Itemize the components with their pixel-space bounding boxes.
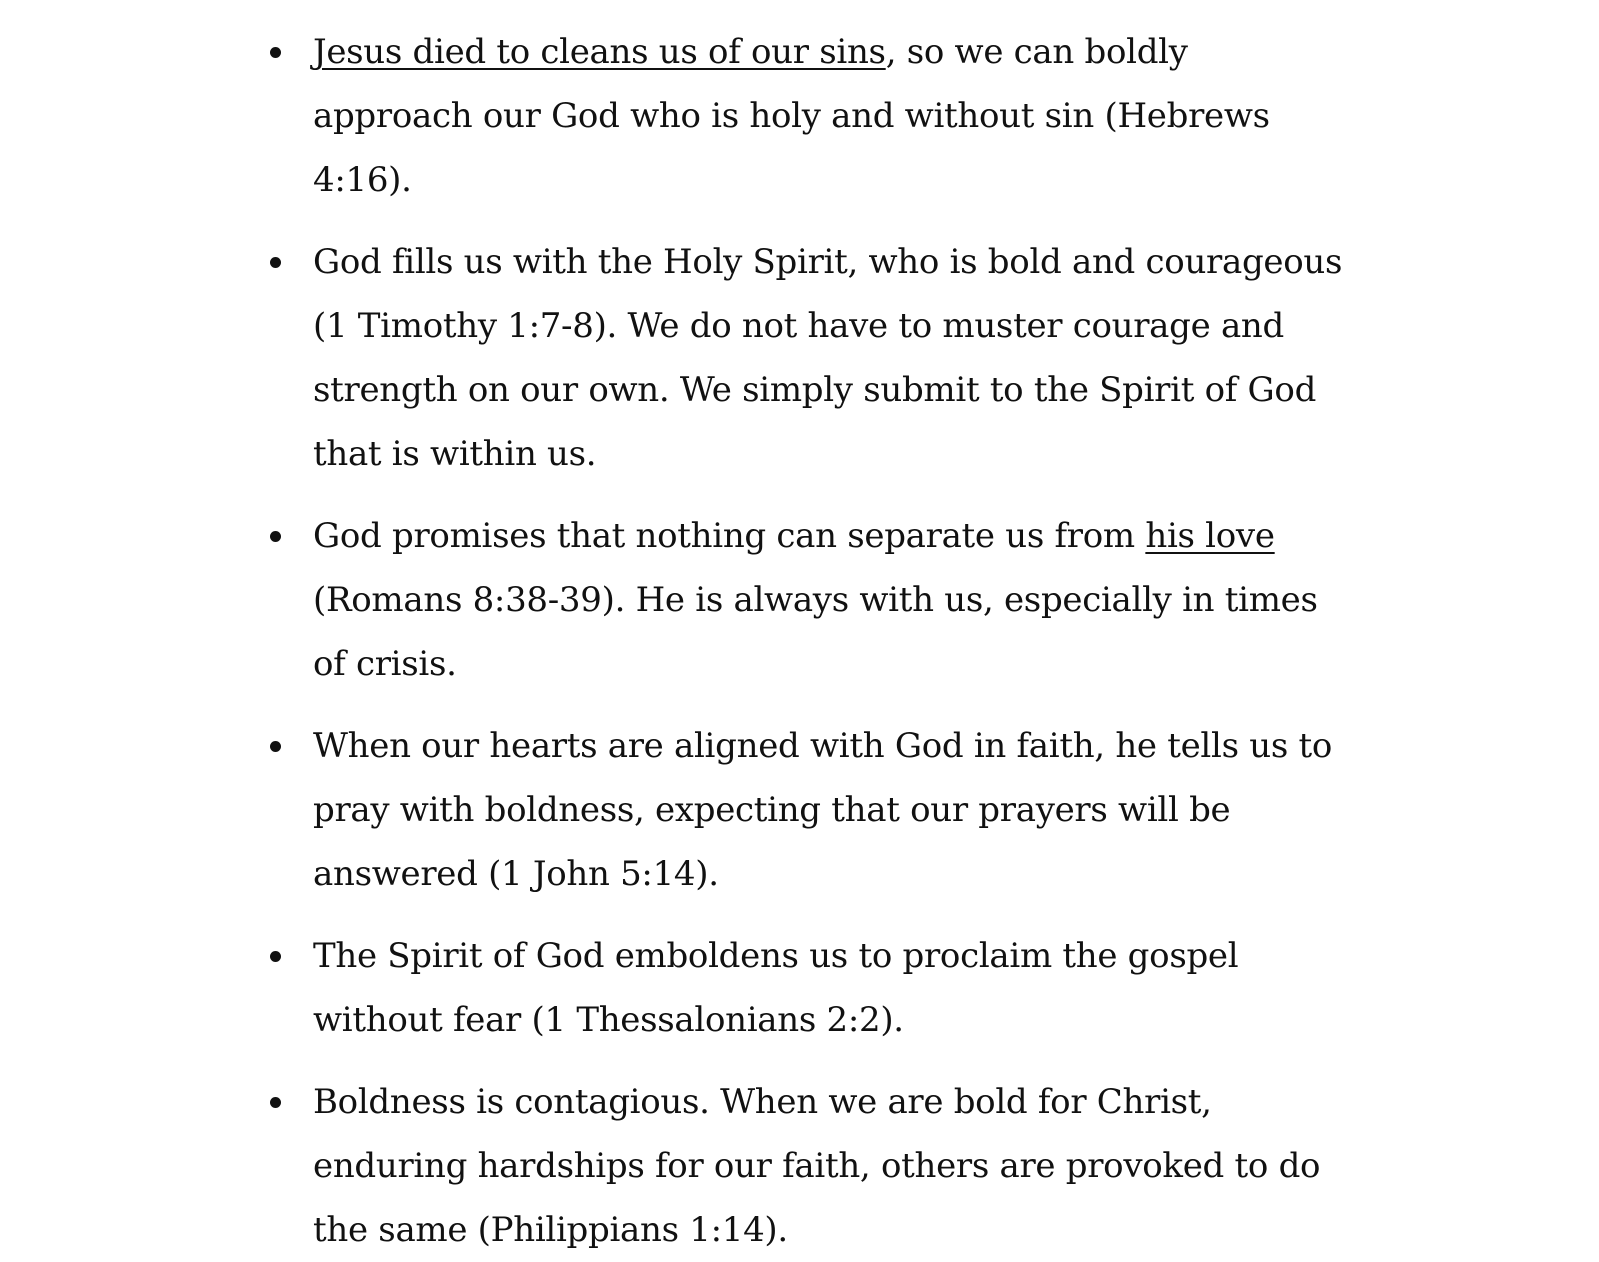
article-body — [270, 20, 1350, 1262]
list-item-text: God promises that nothing can separate us from — [313, 516, 1146, 556]
list-item-text: Boldness is contagious. When we are bold for Christ, enduring hardships for our faith, others are provoked to do the same (Philippians 1:14). — [313, 1082, 1321, 1250]
link-his-love[interactable]: his love — [1145, 516, 1275, 556]
list-item-text: When our hearts are aligned with God in faith, he tells us to pray with boldness, expecting that our prayers will be answered (1 John 5:14). — [313, 726, 1333, 894]
list-item-text: God fills us with the Holy Spirit, who is bold and courageous (1 Timothy 1:7-8). We do not have to muster courage and strength on our own. We simply submit to the Spirit of God that is within us. — [313, 242, 1343, 474]
list-item — [270, 714, 1350, 906]
list-item — [270, 230, 1350, 486]
list-item — [270, 20, 1350, 212]
bullet-dot-icon — [270, 951, 281, 962]
link-jesus-died[interactable]: Jesus died to cleans us of our sins — [313, 32, 886, 72]
list-item-text: , so we can boldly approach our God who is holy and without sin (Hebrews 4:16). — [313, 32, 1270, 200]
bullet-list — [270, 20, 1350, 1262]
bullet-dot-icon — [270, 257, 281, 268]
bullet-dot-icon — [270, 741, 281, 752]
list-item-text: The Spirit of God emboldens us to proclaim the gospel without fear (1 Thessalonians 2:2). — [313, 936, 1239, 1040]
list-item — [270, 504, 1350, 696]
list-item — [270, 924, 1350, 1052]
list-item — [270, 1070, 1350, 1262]
bullet-dot-icon — [270, 531, 281, 542]
list-item-text: (Romans 8:38-39). He is always with us, especially in times of crisis. — [313, 580, 1318, 684]
bullet-dot-icon — [270, 1097, 281, 1108]
bullet-dot-icon — [270, 47, 281, 58]
